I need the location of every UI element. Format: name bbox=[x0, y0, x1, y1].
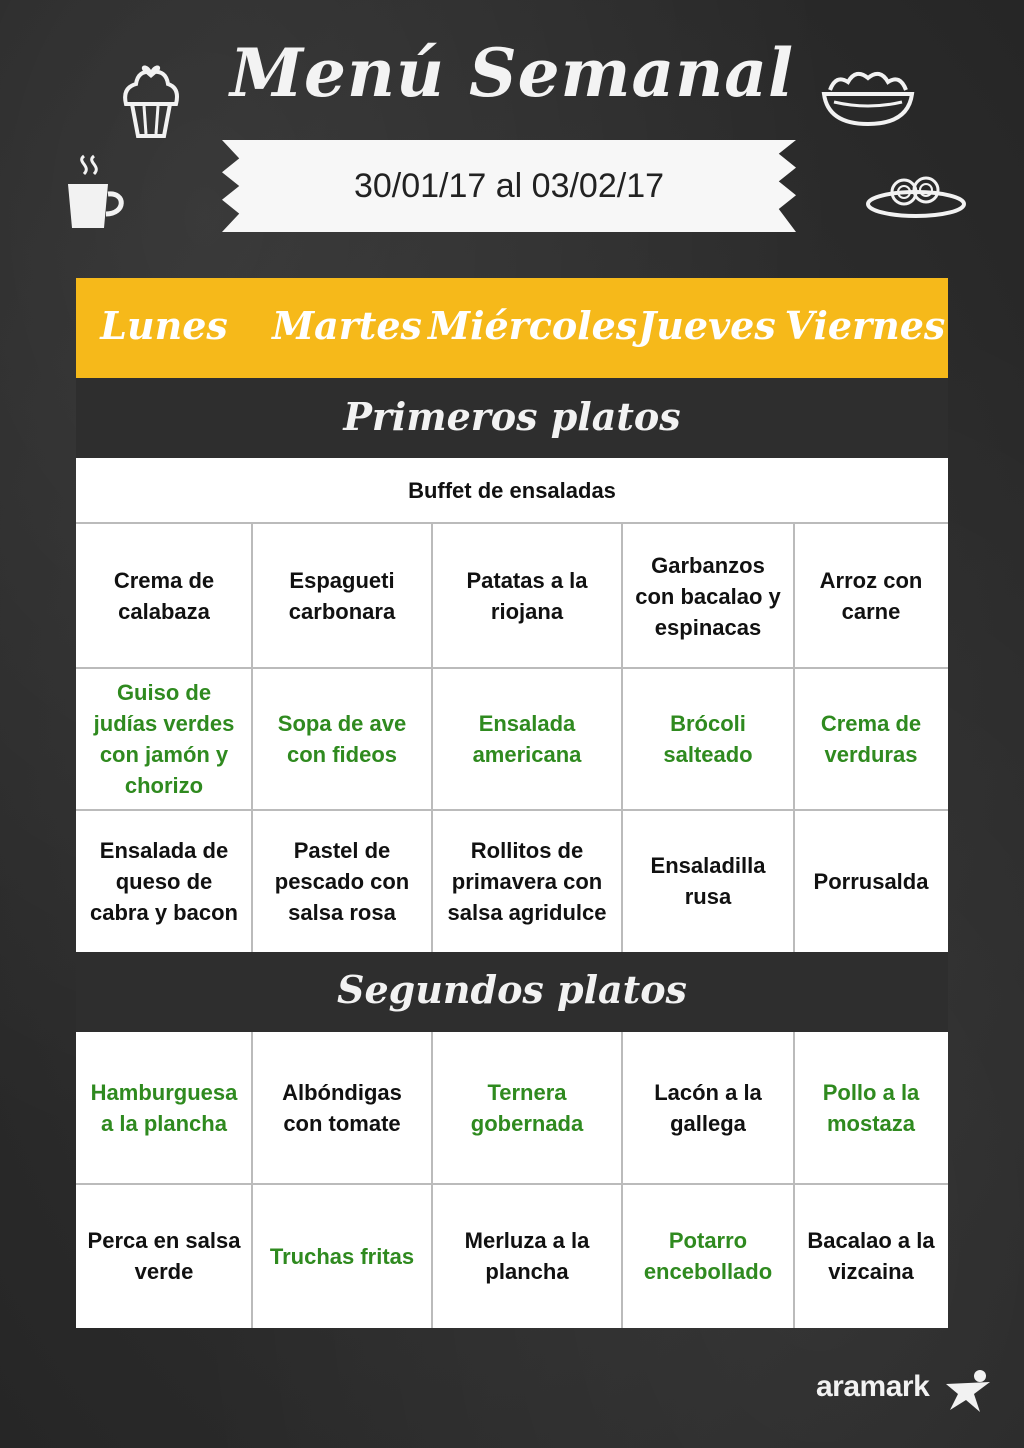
first-course-row2-friday: Crema de verduras bbox=[820, 711, 922, 767]
first-course-row2-wednesday: Ensalada americana bbox=[472, 711, 582, 767]
row-divider bbox=[76, 667, 948, 669]
column-divider bbox=[621, 524, 623, 952]
day-thursday: Jueves bbox=[638, 303, 776, 348]
second-course-row2-friday: Bacalao a la vizcaina bbox=[807, 1228, 935, 1284]
section-second-courses: Segundos platos bbox=[76, 952, 948, 1032]
days-header bbox=[76, 278, 948, 378]
page-title: Menú Semanal bbox=[229, 34, 795, 112]
menu-table bbox=[76, 278, 948, 1328]
section-first-courses: Primeros platos bbox=[76, 378, 948, 458]
brand-logo-text: aramark bbox=[816, 1370, 930, 1403]
column-divider bbox=[431, 1032, 433, 1328]
first-course-row1-monday: Crema de calabaza bbox=[113, 568, 215, 624]
first-course-row2-monday: Guiso de judías verdes con jamón y chorizo bbox=[93, 680, 235, 798]
second-course-row2-monday: Perca en salsa verde bbox=[87, 1228, 241, 1284]
second-course-row1-monday: Hamburguesa a la plancha bbox=[90, 1080, 238, 1136]
day-friday: Viernes bbox=[784, 303, 946, 348]
row-divider bbox=[76, 809, 948, 811]
first-course-row1-wednesday: Patatas a la riojana bbox=[466, 568, 588, 624]
first-course-row3-monday: Ensalada de queso de cabra y bacon bbox=[90, 837, 238, 925]
day-wednesday: Miércoles bbox=[428, 303, 638, 348]
first-course-row3-friday: Porrusalda bbox=[813, 868, 929, 894]
column-divider bbox=[251, 1032, 253, 1328]
day-monday: Lunes bbox=[100, 303, 228, 348]
first-course-row1-friday: Arroz con carne bbox=[819, 568, 923, 624]
column-divider bbox=[793, 524, 795, 952]
second-course-row2-wednesday: Merluza a la plancha bbox=[464, 1228, 590, 1284]
first-course-row2-thursday: Brócoli salteado bbox=[663, 711, 753, 767]
column-divider bbox=[793, 1032, 795, 1328]
first-course-row3-wednesday: Rollitos de primavera con salsa agridulce bbox=[447, 837, 607, 925]
salad-bowl-icon bbox=[818, 62, 918, 128]
coffee-cup-icon bbox=[62, 150, 130, 234]
second-course-row1-wednesday: Ternera gobernada bbox=[470, 1080, 584, 1136]
second-course-row1-tuesday: Albóndigas con tomate bbox=[282, 1080, 402, 1136]
second-course-row1-thursday: Lacón a la gallega bbox=[654, 1080, 762, 1136]
aramark-star-icon bbox=[944, 1368, 994, 1414]
buffet-row: Buffet de ensaladas bbox=[76, 458, 948, 524]
pasta-plate-icon bbox=[864, 168, 968, 220]
second-course-row1-friday: Pollo a la mostaza bbox=[822, 1080, 920, 1136]
row-divider bbox=[76, 1183, 948, 1185]
second-course-row2-thursday: Potarro encebollado bbox=[643, 1228, 773, 1284]
cupcake-icon bbox=[118, 58, 184, 138]
first-course-row2-tuesday: Sopa de ave con fideos bbox=[277, 711, 407, 767]
first-course-row3-thursday: Ensaladilla rusa bbox=[650, 853, 766, 909]
first-course-row1-thursday: Garbanzos con bacalao y espinacas bbox=[635, 552, 781, 640]
column-divider bbox=[621, 1032, 623, 1328]
date-range: 30/01/17 al 03/02/17 bbox=[353, 167, 665, 205]
first-course-row1-tuesday: Espagueti carbonara bbox=[288, 568, 396, 624]
first-course-row3-tuesday: Pastel de pescado con salsa rosa bbox=[274, 837, 410, 925]
day-tuesday: Martes bbox=[272, 303, 422, 348]
second-course-row2-tuesday: Truchas fritas bbox=[269, 1243, 415, 1269]
column-divider bbox=[251, 524, 253, 952]
column-divider bbox=[431, 524, 433, 952]
